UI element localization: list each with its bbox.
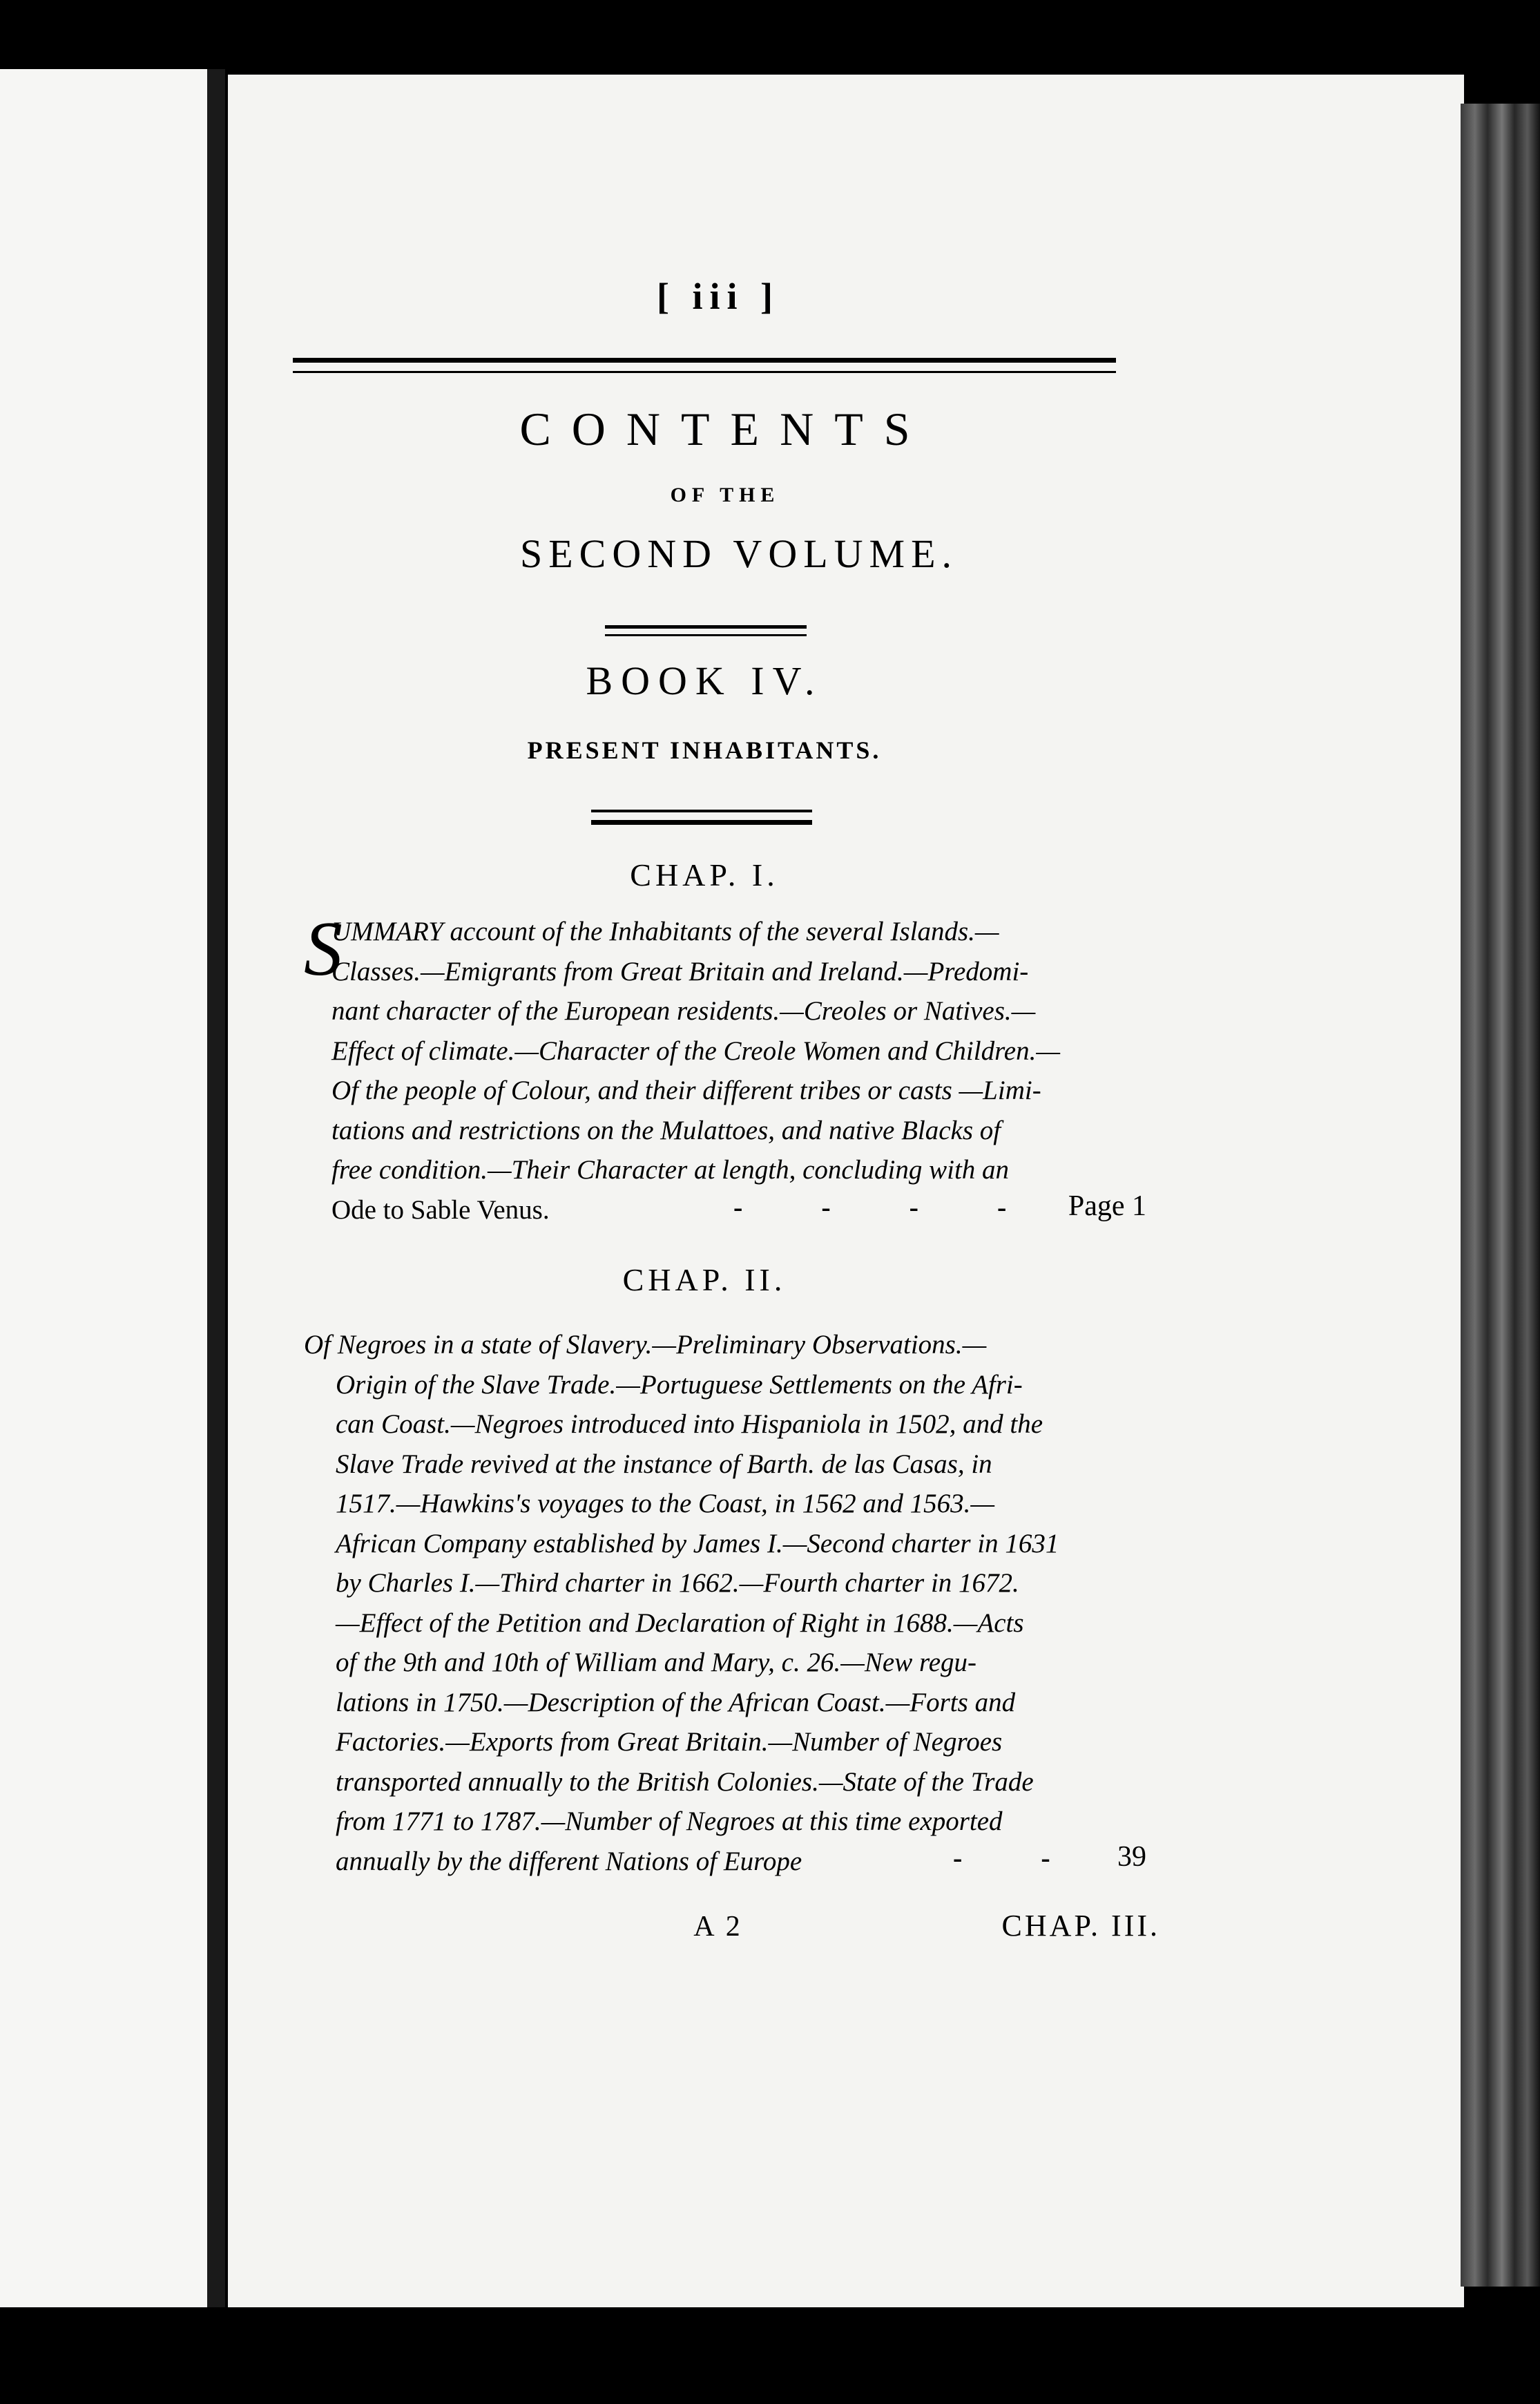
page-edges xyxy=(1461,104,1540,2287)
chapter-1-line: free condition.—Their Character at length, concluding with an xyxy=(331,1155,1010,1185)
chapter-2-leader-dashes: - - xyxy=(953,1842,1086,1873)
volume-title: SECOND VOLUME. xyxy=(519,531,959,576)
chapter-1-line: Classes.—Emigrants from Great Britain and Ireland.—Predomi- xyxy=(331,956,1029,986)
chapter-2-line: 1517.—Hawkins's voyages to the Coast, in 1562 and 1563.— xyxy=(336,1489,995,1518)
chapter-2-line: transported annually to the British Colonies.—State of the Trade xyxy=(336,1766,1034,1797)
chapter-2-line: lations in 1750.—Description of the African Coast.—Forts and xyxy=(336,1687,1016,1717)
middle-rule xyxy=(605,625,807,636)
book-heading: BOOK IV. xyxy=(586,658,823,703)
chapter-2-summary xyxy=(304,1325,1059,1881)
chapter-2-line: African Company established by James I.—Second charter in 1631 xyxy=(336,1528,1059,1558)
chapter-1-line: Effect of climate.—Character of the Creole Women and Children.— xyxy=(331,1036,1061,1066)
chapter-2-heading: CHAP. II. xyxy=(622,1262,787,1297)
chapter-2-line: can Coast.—Negroes introduced into Hispaniola in 1502, and the xyxy=(336,1409,1043,1439)
chapter-1-last-line: Ode to Sable Venus. xyxy=(331,1194,550,1225)
chapter-1-line: tations and restrictions on the Mulattoes, and native Blacks of xyxy=(331,1115,1001,1145)
page-number: [ iii ] xyxy=(657,276,780,317)
chapter-1-drop-cap: S xyxy=(304,906,343,992)
chapter-2-line: Slave Trade revived at the instance of Barth. de las Casas, in xyxy=(336,1449,992,1479)
chapter-1-line: UMMARY account of the Inhabitants of the several Islands.— xyxy=(331,917,999,946)
chapter-2-line: Origin of the Slave Trade.—Portuguese Settlements on the Afri- xyxy=(336,1369,1023,1400)
catchword: CHAP. III. xyxy=(1001,1909,1160,1943)
title-connector: OF THE xyxy=(670,484,780,506)
left-facing-page xyxy=(0,69,225,2307)
top-double-rule xyxy=(293,358,1116,373)
chapter-2-line: Of Negroes in a state of Slavery.—Preliminary Observations.— xyxy=(304,1330,987,1360)
chapter-2-line: —Effect of the Petition and Declaration of Right in 1688.—Acts xyxy=(336,1608,1024,1638)
chapter-2-line: by Charles I.—Third charter in 1662.—Fourth charter in 1672. xyxy=(336,1568,1019,1598)
page-title: CONTENTS xyxy=(519,403,931,455)
chapter-1-line: nant character of the European residents.—Creoles or Natives.— xyxy=(331,996,1036,1026)
chapter-2-line: Factories.—Exports from Great Britain.—Number of Negroes xyxy=(336,1727,1003,1757)
chapter-1-page-reference: Page 1 xyxy=(1068,1190,1146,1222)
book-subtitle: PRESENT INHABITANTS. xyxy=(527,736,882,764)
chapter-2-page-reference: 39 xyxy=(1117,1841,1146,1873)
chapter-2-line: of the 9th and 10th of William and Mary, c. 26.—New regu- xyxy=(336,1648,977,1677)
chapter-1-summary xyxy=(331,912,1060,1230)
chapter-2-line: from 1771 to 1787.—Number of Negroes at this time exported xyxy=(336,1806,1003,1836)
signature-mark: A 2 xyxy=(693,1911,743,1943)
lower-rule xyxy=(591,810,812,825)
chapter-1-line: Of the people of Colour, and their different tribes or casts —Limi- xyxy=(331,1076,1041,1105)
chapter-1-heading: CHAP. I. xyxy=(630,857,779,893)
chapter-1-leader-dashes: - - - - xyxy=(733,1192,1043,1223)
chapter-2-last-line: annually by the different Nations of Europe xyxy=(336,1846,802,1876)
